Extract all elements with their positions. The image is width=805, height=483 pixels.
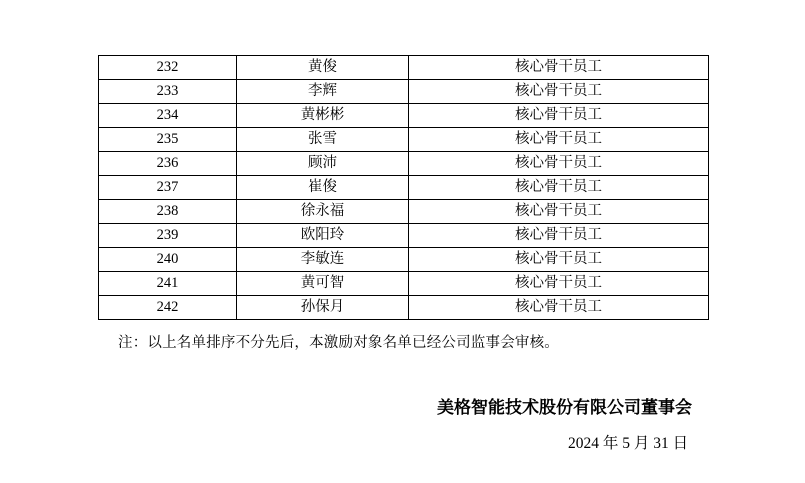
cell-name: 欧阳玲 xyxy=(237,224,409,248)
cell-type: 核心骨干员工 xyxy=(409,272,709,296)
cell-type: 核心骨干员工 xyxy=(409,128,709,152)
cell-no: 236 xyxy=(99,152,237,176)
cell-name: 孙保月 xyxy=(237,296,409,320)
cell-no: 241 xyxy=(99,272,237,296)
document-date: 2024 年 5 月 31 日 xyxy=(568,435,689,452)
cell-name: 崔俊 xyxy=(237,176,409,200)
cell-name: 黄彬彬 xyxy=(237,104,409,128)
table-row xyxy=(99,176,709,200)
cell-no: 235 xyxy=(99,128,237,152)
table-row xyxy=(99,128,709,152)
cell-no: 237 xyxy=(99,176,237,200)
cell-type: 核心骨干员工 xyxy=(409,104,709,128)
cell-name: 徐永福 xyxy=(237,200,409,224)
table-row xyxy=(99,152,709,176)
cell-no: 239 xyxy=(99,224,237,248)
cell-type: 核心骨干员工 xyxy=(409,296,709,320)
cell-name: 李辉 xyxy=(237,80,409,104)
cell-no: 242 xyxy=(99,296,237,320)
cell-name: 张雪 xyxy=(237,128,409,152)
company-signature: 美格智能技术股份有限公司董事会 xyxy=(437,398,692,417)
table-row xyxy=(99,248,709,272)
cell-type: 核心骨干员工 xyxy=(409,176,709,200)
cell-type: 核心骨干员工 xyxy=(409,80,709,104)
cell-type: 核心骨干员工 xyxy=(409,56,709,80)
cell-name: 黄俊 xyxy=(237,56,409,80)
cell-no: 234 xyxy=(99,104,237,128)
table-row xyxy=(99,224,709,248)
cell-no: 232 xyxy=(99,56,237,80)
cell-no: 233 xyxy=(99,80,237,104)
cell-type: 核心骨干员工 xyxy=(409,224,709,248)
cell-name: 黄可智 xyxy=(237,272,409,296)
table-row xyxy=(99,296,709,320)
table-note: 注：以上名单排序不分先后，本激励对象名单已经公司监事会审核。 xyxy=(118,335,559,351)
incentive-list-table xyxy=(98,55,709,320)
cell-type: 核心骨干员工 xyxy=(409,200,709,224)
cell-no: 240 xyxy=(99,248,237,272)
table-row xyxy=(99,272,709,296)
cell-name: 李敏连 xyxy=(237,248,409,272)
cell-name: 顾沛 xyxy=(237,152,409,176)
table-row xyxy=(99,56,709,80)
table-body xyxy=(99,56,709,320)
cell-type: 核心骨干员工 xyxy=(409,248,709,272)
table-row xyxy=(99,104,709,128)
cell-type: 核心骨干员工 xyxy=(409,152,709,176)
table-row xyxy=(99,80,709,104)
table-row xyxy=(99,200,709,224)
cell-no: 238 xyxy=(99,200,237,224)
